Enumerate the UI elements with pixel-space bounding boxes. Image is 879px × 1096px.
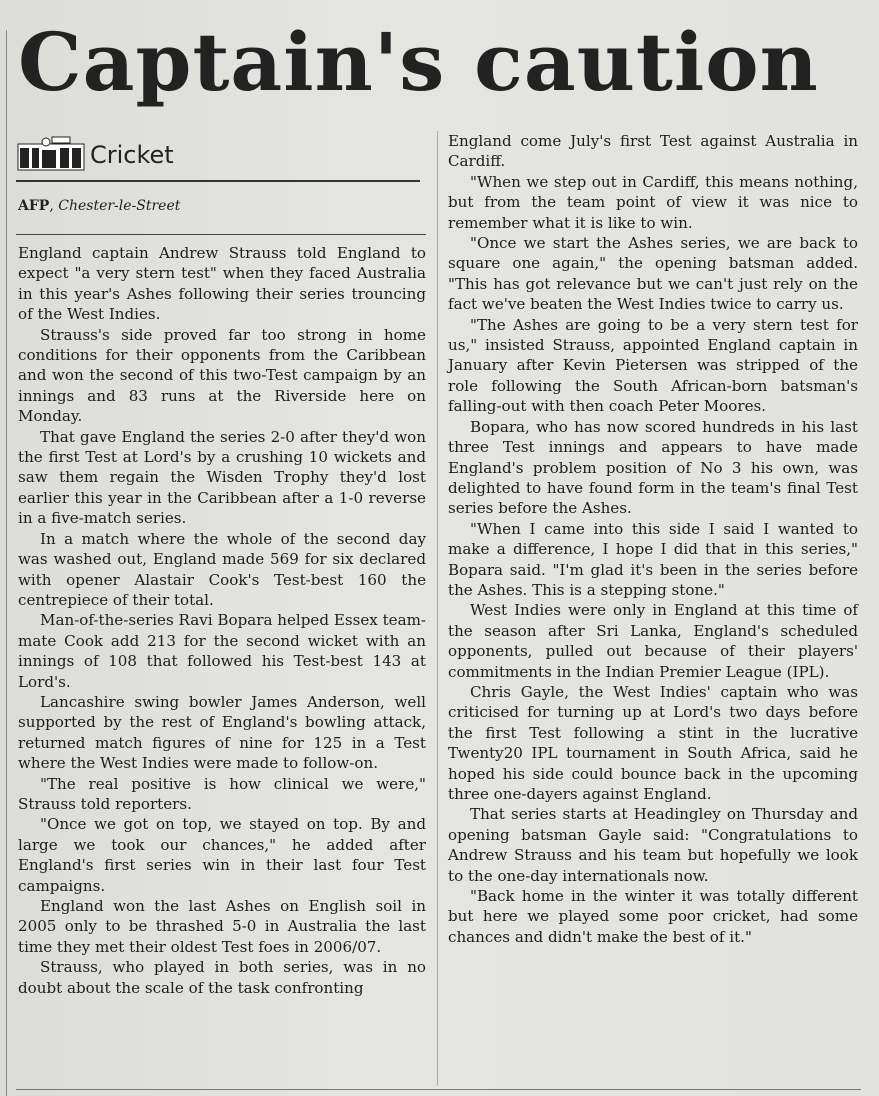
bottom-rule <box>16 1089 861 1090</box>
column-separator <box>437 131 438 1086</box>
paragraph: "The Ashes are going to be a very stern test for us," insisted Strauss, appointed England captain in January after Kevin Pietersen was stripped of the role following the South African-born batsman's falling-out with then coach Peter Moores. <box>448 315 858 416</box>
paragraph: Bopara, who has now scored hundreds in his last three Test innings and appears to have made England's problem position of No 3 his own, was delighted to have found form in the team's final Test series before the Ashes. <box>448 417 858 518</box>
paragraph: Strauss's side proved far too strong in home conditions for their opponents from the Caribbean and won the second of this two-Test campaign by an innings and 83 runs at the Riverside here on Monday. <box>18 325 426 426</box>
byline-location: Chester-le-Street <box>58 198 181 214</box>
paragraph: "Back home in the winter it was totally different but here we played some poor cricket, had some chances and didn't make the best of it." <box>448 887 858 946</box>
paragraph: "When I came into this side I said I wanted to make a difference, I hope I did that in this series," Bopara said. "I'm glad it's been in the series before the Ashes. This is a stepping stone." <box>448 519 858 599</box>
byline-rule <box>16 234 426 235</box>
article-column-1 <box>18 243 426 998</box>
cricket-bat-ball-icon <box>16 136 86 172</box>
paragraph: "Once we start the Ashes series, we are back to square one again," the opening batsman added. "This has got relevance but we can't just rely on the fact we've beaten the West Indies twice to carry us. <box>448 234 858 314</box>
left-column-rule <box>6 30 7 1096</box>
paragraph: In a match where the whole of the second day was washed out, England made 569 for six declared with opener Alastair Cook's Test-best 160 the centrepiece of their total. <box>18 529 426 609</box>
paragraph: Man-of-the-series Ravi Bopara helped Essex team-mate Cook add 213 for the second wicket with an innings of 108 that followed his Test-best 143 at Lord's. <box>18 611 426 691</box>
paragraph-continuation: England come July's first Test against Australia in Cardiff. <box>448 132 858 171</box>
byline-agency: AFP <box>18 198 50 214</box>
paragraph: Chris Gayle, the West Indies' captain who was criticised for turning up at Lord's two days before the first Test following a stint in the lucrative Twenty20 IPL tournament in South Africa, said he hoped his side could bounce back in the upcoming three one-dayers against England. <box>448 682 858 803</box>
section-label: Cricket <box>90 141 174 169</box>
paragraph: That gave England the series 2-0 after they'd won the first Test at Lord's by a crushing 10 wickets and saw them regain the Wisden Trophy they'd lost earlier this year in the Caribbean after a 1-0 reverse in a five-match series. <box>18 427 426 528</box>
paragraph: West Indies were only in England at this time of the season after Sri Lanka, England's scheduled opponents, pulled out because of their players' commitments in the Indian Premier League (IPL). <box>448 601 858 681</box>
byline-separator: , <box>49 198 59 214</box>
paragraph: Lancashire swing bowler James Anderson, well supported by the rest of England's bowling attack, returned match figures of nine for 125 in a Test where the West Indies were made to follow-on. <box>18 692 426 773</box>
headline: Captain's caution <box>18 15 819 109</box>
paragraph: "Once we got on top, we stayed on top. By and large we took our chances," he added after England's first series win in their last four Test campaigns. <box>18 815 426 895</box>
paragraph: That series starts at Headingley on Thursday and opening batsman Gayle said: "Congratulations to Andrew Strauss and his team but hopefully we look to the one-day internationals now. <box>448 805 858 885</box>
paragraph: England won the last Ashes on English soil in 2005 only to be thrashed 5-0 in Australia the last time they met their oldest Test foes in 2006/07. <box>18 897 426 956</box>
section-header <box>16 132 420 182</box>
paragraph: "The real positive is how clinical we were," Strauss told reporters. <box>18 774 426 813</box>
byline <box>18 198 180 214</box>
paragraph: "When we step out in Cardiff, this means nothing, but from the team point of view it was nice to remember what it is like to win. <box>448 172 858 232</box>
article-column-2 <box>448 131 858 947</box>
paragraph: England captain Andrew Strauss told England to expect "a very stern test" when they faced Australia in this year's Ashes following their series trouncing of the West Indies. <box>18 244 426 324</box>
paragraph: Strauss, who played in both series, was in no doubt about the scale of the task confronting <box>18 958 426 997</box>
